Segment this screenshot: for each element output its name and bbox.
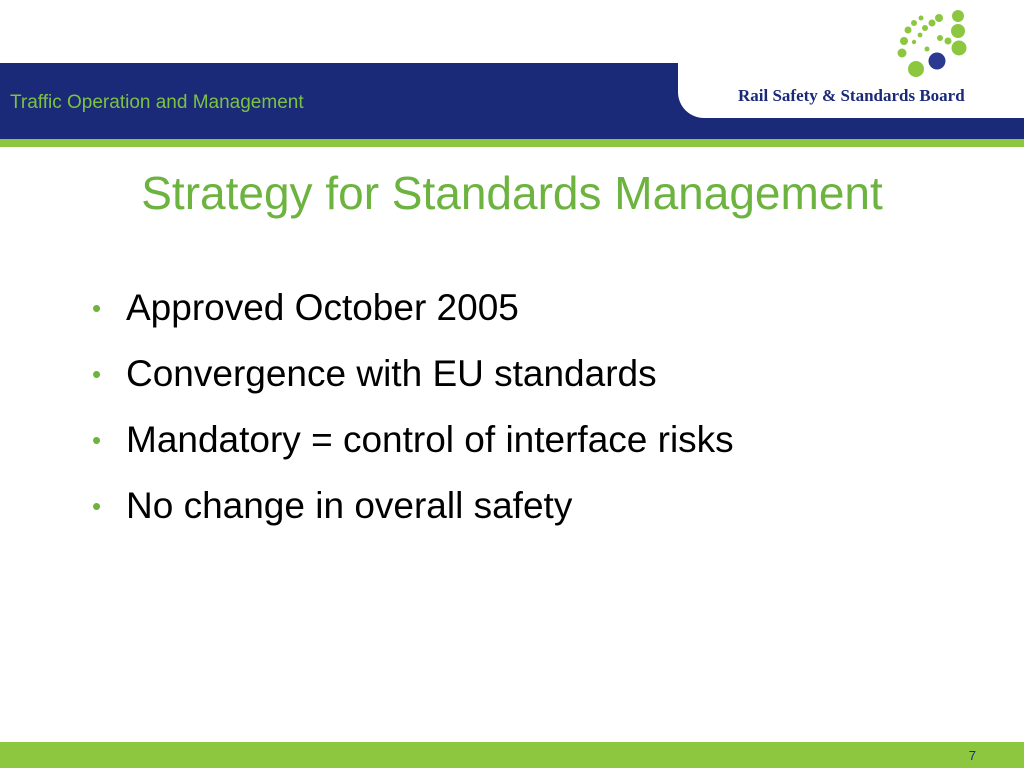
bullet-item — [92, 275, 734, 341]
bullet-text: Convergence with EU standards — [126, 353, 657, 394]
organization-name: Rail Safety & Standards Board — [738, 86, 965, 105]
bullet-icon: • — [92, 358, 102, 389]
bullet-text: Mandatory = control of interface risks — [126, 419, 734, 460]
bullet-text: No change in overall safety — [126, 485, 573, 526]
bullet-icon: • — [92, 292, 102, 323]
section-title: Traffic Operation and Management — [10, 92, 304, 113]
rssb-dots-logo-icon — [891, 8, 973, 82]
bullet-item — [92, 473, 734, 539]
bullet-icon: • — [92, 424, 102, 455]
slide-number: 7 — [968, 748, 976, 763]
bullet-item — [92, 407, 734, 473]
slide-title: Strategy for Standards Management — [141, 167, 883, 219]
bullet-text: Approved October 2005 — [126, 287, 519, 328]
bullet-icon: • — [92, 490, 102, 521]
bullet-list — [92, 275, 734, 539]
bullet-item — [92, 341, 734, 407]
header-divider — [0, 139, 1024, 147]
footer-band — [0, 742, 1024, 768]
